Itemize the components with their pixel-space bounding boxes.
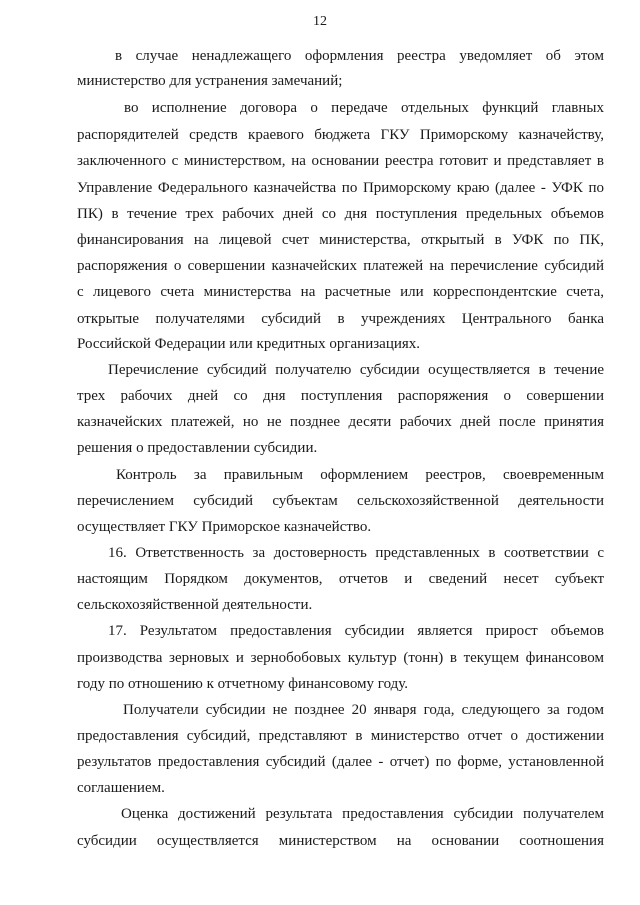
- text-line: Контроль за правильным оформлением реестров, своевременным: [116, 467, 604, 483]
- text-line: распоряжения о совершении казначейских платежей на перечисление субсидий: [77, 258, 604, 274]
- text-line: заключенного с министерством, на основании реестра готовит и представляет в: [77, 153, 604, 169]
- text-line: открытые получателями субсидий в учреждениях Центрального банка: [77, 311, 604, 327]
- text-line: 17. Результатом предоставления субсидии является прирост объемов: [108, 623, 604, 639]
- text-line: Управление Федерального казначейства по Приморскому краю (далее - УФК по: [77, 180, 604, 196]
- text-line: Оценка достижений результата предоставления субсидии получателем: [121, 806, 604, 822]
- text-line: казначейских платежей, но не позднее десяти рабочих дней после принятия: [77, 414, 604, 430]
- text-line: Получатели субсидии не позднее 20 января года, следующего за годом: [123, 702, 604, 718]
- text-line: во исполнение договора о передаче отдельных функций главных: [124, 100, 604, 116]
- text-line: результатов предоставления субсидий (далее - отчет) по форме, установленной: [77, 754, 604, 770]
- text-line: финансирования на лицевой счет министерства, открытый в УФК по ПК,: [77, 232, 604, 248]
- text-line: 16. Ответственность за достоверность представленных в соответствии с: [108, 545, 604, 561]
- text-line: трех рабочих дней со дня поступления распоряжения о совершении: [77, 388, 604, 404]
- text-line: субсидии осуществляется министерством на основании соотношения: [77, 833, 604, 849]
- text-line: сельскохозяйственной деятельности.: [77, 597, 313, 613]
- text-line: перечислением субсидий субъектам сельскохозяйственной деятельности: [77, 493, 604, 509]
- text-line: осуществляет ГКУ Приморское казначейство.: [77, 519, 372, 535]
- text-line: соглашением.: [77, 780, 165, 796]
- text-line: Перечисление субсидий получателю субсидии осуществляется в течение: [108, 362, 604, 378]
- text-line: настоящим Порядком документов, отчетов и сведений несет субъект: [77, 571, 604, 587]
- page-number: 12: [313, 14, 327, 29]
- text-line: распорядителей средств краевого бюджета ГКУ Приморскому казначейству,: [77, 127, 604, 143]
- text-line: предоставления субсидий, представляют в министерство отчет о достижении: [77, 728, 604, 744]
- text-line: министерство для устранения замечаний;: [77, 73, 343, 89]
- text-line: Российской Федерации или кредитных организациях.: [77, 336, 421, 352]
- text-line: производства зерновых и зернобобовых культур (тонн) в текущем финансовом: [77, 650, 604, 666]
- text-line: решения о предоставлении субсидии.: [77, 440, 318, 456]
- text-line: году по отношению к отчетному финансовому году.: [77, 676, 409, 692]
- text-line: в случае ненадлежащего оформления реестра уведомляет об этом: [115, 48, 604, 64]
- text-line: с лицевого счета министерства на расчетные или корреспондентские счета,: [77, 284, 604, 300]
- text-line: ПК) в течение трех рабочих дней со дня поступления предельных объемов: [77, 206, 604, 222]
